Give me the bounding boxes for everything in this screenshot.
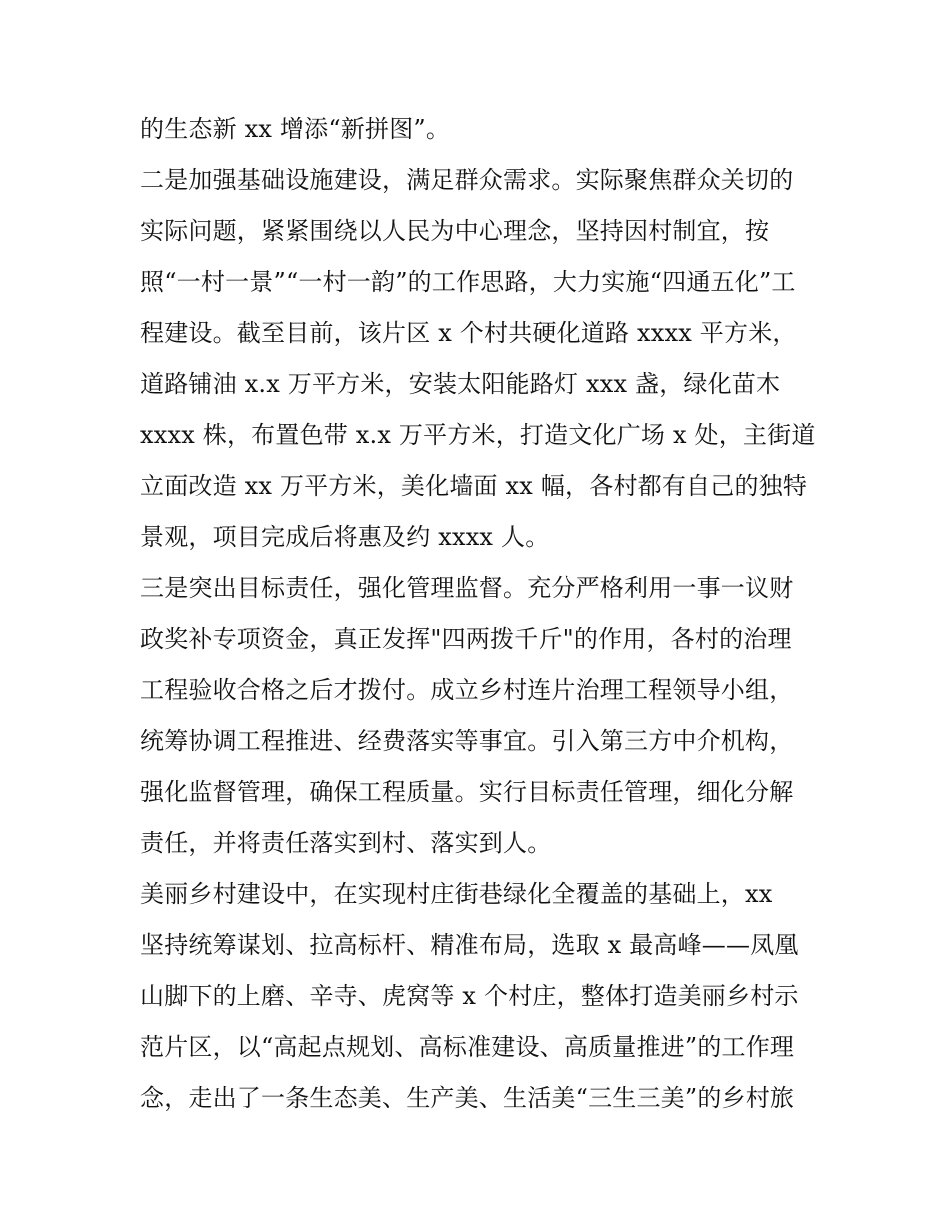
text-line: 念，走出了一条生态美、生产美、生活美“三生三美”的乡村旅 <box>140 1084 795 1112</box>
text-line: 政奖补专项资金，真正发挥"四两拨千斤"的作用，各村的治理 <box>140 625 792 653</box>
text-line: xxxx 株，布置色带 x.x 万平方米，打造文化广场 x 处，主街道 <box>140 421 816 449</box>
text-line: 强化监督管理，确保工程质量。实行目标责任管理，细化分解 <box>140 778 794 806</box>
text-line: 景观，项目完成后将惠及约 xxxx 人。 <box>140 523 550 551</box>
text-line: 的生态新 xx 增添“新拼图”。 <box>140 115 451 143</box>
text-line: 工程验收合格之后才拨付。成立乡村连片治理工程领导小组， <box>140 676 794 704</box>
text-line: 山脚下的上磨、辛寺、虎窝等 x 个村庄，整体打造美丽乡村示 <box>140 982 799 1010</box>
text-line: 范片区，以“高起点规划、高标准建设、高质量推进”的工作理 <box>140 1033 795 1061</box>
text-line: 统筹协调工程推进、经费落实等事宜。引入第三方中介机构， <box>140 727 794 755</box>
text-line: 立面改造 xx 万平方米，美化墙面 xx 幅，各村都有自己的独特 <box>140 472 808 500</box>
text-line: 道路铺油 x.x 万平方米，安装太阳能路灯 xxx 盏，绿化苗木 <box>140 370 781 398</box>
document-body <box>140 104 820 1124</box>
text-line: 照“一村一景”“一村一韵”的工作思路，大力实施“四通五化”工 <box>140 268 796 296</box>
text-line: 三是突出目标责任，强化管理监督。充分严格利用一事一议财 <box>140 574 794 602</box>
text-line: 实际问题，紧紧围绕以人民为中心理念，坚持因村制宜，按 <box>140 217 770 245</box>
text-line: 坚持统筹谋划、拉高标杆、精准布局，选取 x 最高峰——凤凰 <box>140 931 799 959</box>
text-line: 美丽乡村建设中，在实现村庄街巷绿化全覆盖的基础上，xx <box>140 880 773 908</box>
text-line: 二是加强基础设施建设，满足群众需求。实际聚焦群众关切的 <box>140 166 794 194</box>
text-line: 责任，并将责任落实到村、落实到人。 <box>140 829 552 857</box>
text-line: 程建设。截至目前，该片区 x 个村共硬化道路 xxxx 平方米， <box>140 319 797 347</box>
